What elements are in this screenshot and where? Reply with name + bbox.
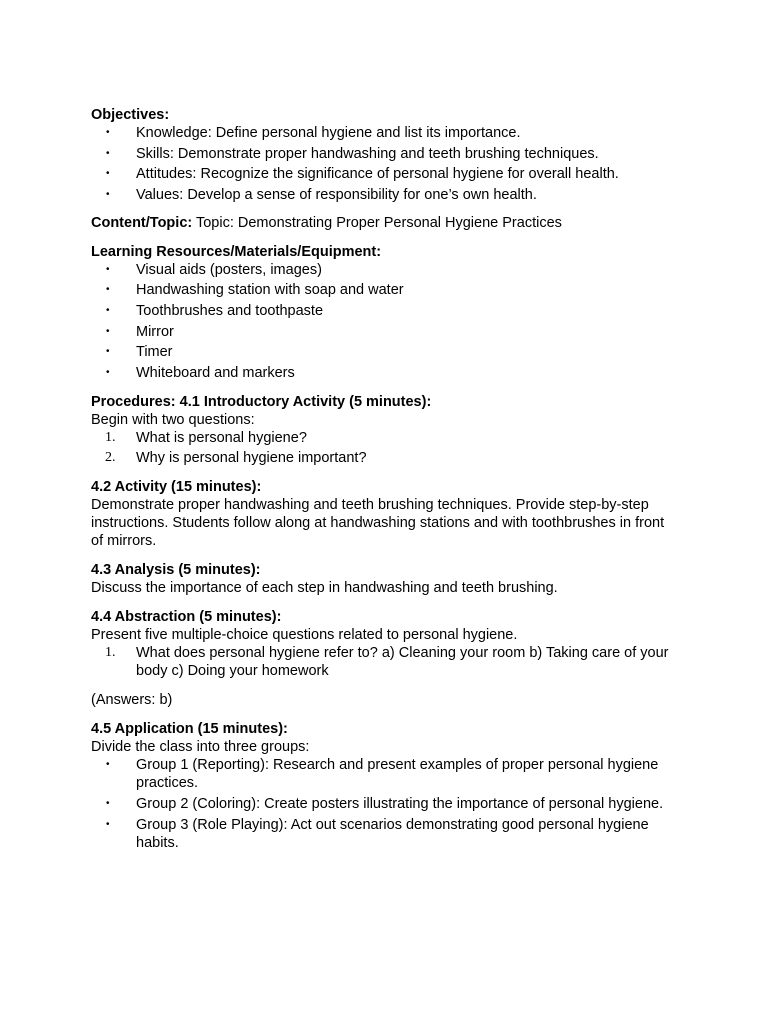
bullet-icon: •	[106, 759, 110, 771]
list-item	[91, 281, 678, 299]
content-topic-label: Content/Topic:	[91, 214, 193, 231]
resources-heading: Learning Resources/Materials/Equipment:	[91, 243, 382, 260]
analysis-heading: 4.3 Analysis (5 minutes):	[91, 562, 261, 579]
bullet-icon: •	[106, 304, 110, 316]
application-groups-list	[91, 756, 678, 851]
bullet-icon: •	[106, 147, 110, 159]
bullet-icon: •	[106, 366, 110, 378]
content-topic	[91, 214, 678, 232]
abstraction-text: Present five multiple-choice questions related to personal hygiene.	[91, 627, 518, 644]
abstraction-section	[91, 608, 678, 644]
list-number: 1.	[105, 429, 116, 445]
bullet-icon: •	[106, 797, 110, 809]
application-text: Divide the class into three groups:	[91, 739, 310, 756]
bullet-icon: •	[106, 127, 110, 138]
list-item	[91, 429, 678, 447]
list-item	[91, 756, 678, 792]
abstraction-question: What does personal hygiene refer to? a) Cleaning your room b) Taking care of your body c) Doing your homework	[136, 645, 669, 680]
list-item	[91, 323, 678, 341]
resource-item: Toothbrushes and toothpaste	[136, 302, 324, 319]
analysis-section	[91, 561, 678, 597]
list-item	[91, 124, 678, 142]
procedures-section	[91, 393, 678, 429]
list-number: 2.	[105, 450, 116, 466]
abstraction-answers: (Answers: b)	[91, 692, 173, 709]
bullet-icon: •	[106, 284, 110, 296]
intro-question: Why is personal hygiene important?	[136, 450, 367, 467]
list-item	[91, 343, 678, 361]
resource-item: Timer	[136, 344, 173, 361]
activity-heading: 4.2 Activity (15 minutes):	[91, 479, 262, 496]
resource-item: Visual aids (posters, images)	[136, 261, 322, 278]
list-item	[91, 186, 678, 204]
list-item	[91, 795, 678, 813]
procedures-heading: Procedures: 4.1 Introductory Activity (5 minutes):	[91, 393, 432, 410]
objective-skills: Skills: Demonstrate proper handwashing and teeth brushing techniques.	[136, 145, 599, 162]
bullet-icon: •	[106, 188, 110, 200]
application-group: Group 2 (Coloring): Create posters illustrating the importance of personal hygiene.	[136, 795, 664, 812]
list-item	[91, 145, 678, 163]
intro-question: What is personal hygiene?	[136, 429, 307, 446]
activity-section	[91, 478, 678, 550]
bullet-icon: •	[106, 263, 110, 275]
bullet-icon: •	[106, 168, 110, 180]
list-item	[91, 449, 678, 467]
objective-values: Values: Develop a sense of responsibility for one’s own health.	[136, 186, 537, 203]
resources-list	[91, 261, 678, 382]
bullet-icon: •	[106, 346, 110, 358]
bullet-icon: •	[106, 818, 110, 830]
content-topic-text: Topic: Demonstrating Proper Personal Hygiene Practices	[192, 214, 562, 231]
list-item	[91, 302, 678, 320]
abstraction-heading: 4.4 Abstraction (5 minutes):	[91, 609, 282, 626]
application-heading: 4.5 Application (15 minutes):	[91, 721, 288, 738]
resource-item: Mirror	[136, 323, 174, 340]
application-section	[91, 720, 678, 756]
application-group: Group 3 (Role Playing): Act out scenarios demonstrating good personal hygiene habits.	[136, 816, 649, 851]
objective-attitudes: Attitudes: Recognize the significance of personal hygiene for overall health.	[136, 166, 619, 183]
objective-knowledge: Knowledge: Define personal hygiene and list its importance.	[136, 125, 521, 141]
abstraction-questions-list	[91, 644, 678, 680]
list-number: 1.	[105, 645, 116, 661]
intro-questions-list	[91, 429, 678, 468]
bullet-icon: •	[106, 325, 110, 337]
procedures-intro: Begin with two questions:	[91, 411, 255, 428]
list-item	[91, 165, 678, 183]
activity-text: Demonstrate proper handwashing and teeth brushing techniques. Provide step-by-step instructions. Students follow along at handwashing stations and with toothbrushes in front of mirrors.	[91, 497, 665, 550]
resource-item: Whiteboard and markers	[136, 364, 295, 381]
list-item	[91, 816, 678, 852]
list-item	[91, 261, 678, 279]
list-item	[91, 364, 678, 382]
list-item	[91, 644, 678, 680]
objectives-heading: Objectives:	[91, 107, 170, 123]
application-group: Group 1 (Reporting): Research and present examples of proper personal hygiene practices.	[136, 757, 659, 792]
analysis-text: Discuss the importance of each step in handwashing and teeth brushing.	[91, 580, 558, 597]
resource-item: Handwashing station with soap and water	[136, 282, 404, 299]
objectives-list	[91, 124, 678, 204]
